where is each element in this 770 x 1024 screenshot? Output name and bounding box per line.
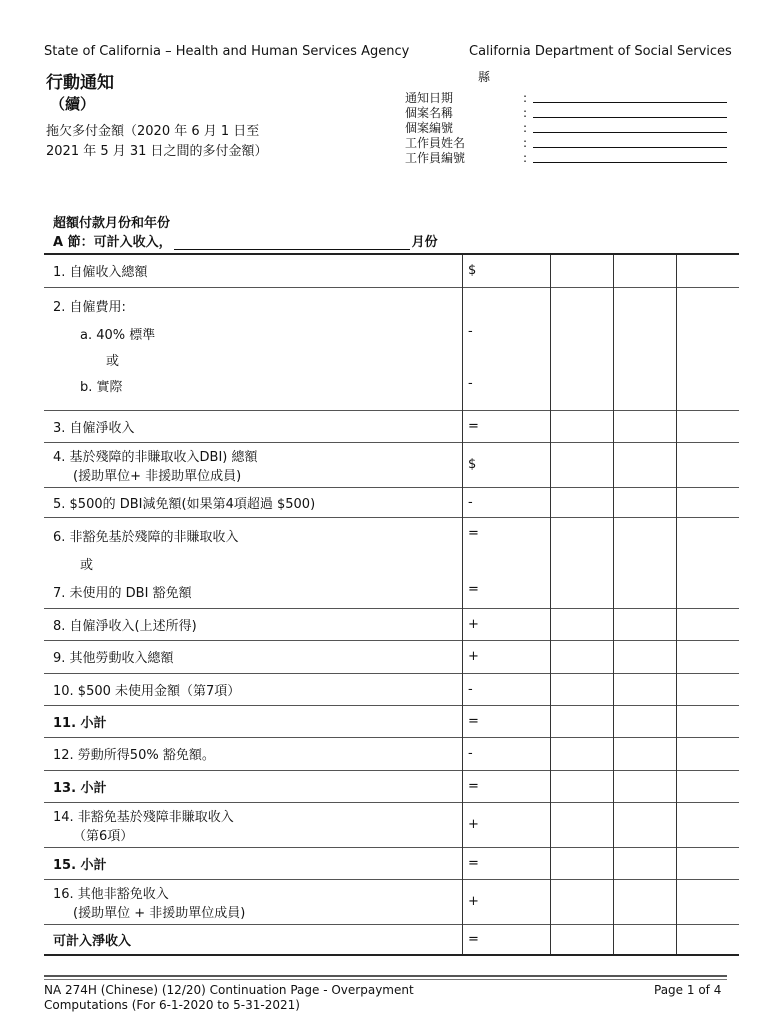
row-label xyxy=(44,879,463,924)
amount-cell[interactable] xyxy=(551,673,614,705)
field-row xyxy=(405,136,727,151)
row-operator-symbol: - xyxy=(468,375,473,391)
field-label: 工作員姓名 xyxy=(405,136,466,150)
amount-cell[interactable] xyxy=(614,802,677,847)
agency-name: State of California – Health and Human Services Agency xyxy=(44,44,410,59)
row-label-line: 可計入淨收入 xyxy=(53,933,132,949)
field-colon: : xyxy=(523,121,528,135)
row-label xyxy=(44,517,463,608)
table-row xyxy=(44,487,739,517)
row-label-line: 9. 其他勞動收入總額 xyxy=(53,651,174,666)
table-row xyxy=(44,640,739,673)
table-row xyxy=(44,847,739,879)
field-label: 個案編號 xyxy=(405,121,454,135)
amount-cell[interactable] xyxy=(614,254,677,287)
amount-cell[interactable] xyxy=(551,924,614,955)
amount-cell[interactable] xyxy=(551,254,614,287)
amount-cell[interactable] xyxy=(551,879,614,924)
table-row xyxy=(44,442,739,487)
amount-cell[interactable] xyxy=(614,517,677,608)
table-row xyxy=(44,879,739,924)
row-operator: + xyxy=(463,802,551,847)
row-label xyxy=(44,924,463,955)
overpayment-calculation-table xyxy=(44,253,739,956)
field-input-line[interactable] xyxy=(533,91,727,103)
row-label xyxy=(44,737,463,770)
field-colon: : xyxy=(523,106,528,120)
row-operator: + xyxy=(463,608,551,640)
amount-cell[interactable] xyxy=(551,517,614,608)
amount-cell[interactable] xyxy=(677,640,740,673)
table-row xyxy=(44,608,739,640)
row-label-line: (援助單位 + 非援助單位成員) xyxy=(73,905,246,921)
row-label-line: 2. 自僱費用: xyxy=(53,299,126,315)
field-label: 通知日期 xyxy=(405,91,454,105)
field-row xyxy=(405,106,727,121)
amount-cell[interactable] xyxy=(551,608,614,640)
amount-cell[interactable] xyxy=(614,705,677,737)
case-info-fields xyxy=(405,91,727,166)
amount-cell[interactable] xyxy=(614,737,677,770)
row-label-line: 1. 自僱收入總額 xyxy=(53,265,148,281)
amount-cell[interactable] xyxy=(614,442,677,487)
row-operator: $ xyxy=(463,442,551,487)
amount-cell[interactable] xyxy=(677,487,740,517)
section-heading: 超額付款月份和年份 xyxy=(53,216,171,231)
amount-cell[interactable] xyxy=(677,924,740,955)
amount-cell[interactable] xyxy=(677,847,740,879)
row-label-line: (援助單位+ 非援助單位成員) xyxy=(73,468,242,484)
row-label-line: 16. 其他非豁免收入 xyxy=(53,886,169,902)
row-operator: = xyxy=(463,924,551,955)
amount-cell[interactable] xyxy=(677,517,740,608)
row-operator: - xyxy=(463,487,551,517)
table-row xyxy=(44,287,739,410)
row-label xyxy=(44,770,463,802)
row-operator: $ xyxy=(463,254,551,287)
amount-cell[interactable] xyxy=(551,802,614,847)
row-operator xyxy=(463,287,551,410)
row-operator xyxy=(463,517,551,608)
amount-cell[interactable] xyxy=(551,847,614,879)
amount-cell[interactable] xyxy=(551,705,614,737)
amount-cell[interactable] xyxy=(614,673,677,705)
row-operator: - xyxy=(463,737,551,770)
amount-cell[interactable] xyxy=(614,640,677,673)
amount-cell[interactable] xyxy=(551,487,614,517)
row-label-line: 11. 小計 xyxy=(53,715,107,731)
row-label-line: 6. 非豁免基於殘障的非賺取收入 xyxy=(53,529,239,545)
amount-cell[interactable] xyxy=(677,737,740,770)
row-operator: + xyxy=(463,640,551,673)
row-label-line: 或 xyxy=(80,557,94,573)
row-label-line: 5. $500的 DBI減免額(如果第4項超過 $500) xyxy=(53,496,316,512)
amount-cell[interactable] xyxy=(677,608,740,640)
row-label-line: （第6項） xyxy=(73,828,134,844)
field-row xyxy=(405,121,727,136)
amount-cell[interactable] xyxy=(614,879,677,924)
amount-cell[interactable] xyxy=(551,737,614,770)
field-row xyxy=(405,91,727,106)
row-label-line: 3. 自僱淨收入 xyxy=(53,420,135,436)
row-label-line: 13. 小計 xyxy=(53,780,107,796)
row-operator: = xyxy=(463,410,551,442)
county-label: 縣 xyxy=(478,70,491,84)
row-label-line: 14. 非豁免基於殘障非賺取收入 xyxy=(53,809,234,825)
amount-cell[interactable] xyxy=(551,410,614,442)
row-label-line: 8. 自僱淨收入(上述所得) xyxy=(53,618,197,634)
field-input-line[interactable] xyxy=(533,121,727,133)
amount-cell[interactable] xyxy=(614,487,677,517)
row-operator: = xyxy=(463,705,551,737)
row-operator: = xyxy=(463,770,551,802)
row-label xyxy=(44,410,463,442)
description-line-2: 2021 年 5 月 31 日之間的多付金額） xyxy=(46,144,268,159)
amount-cell[interactable] xyxy=(677,254,740,287)
row-operator-symbol: = xyxy=(468,525,479,541)
row-label xyxy=(44,802,463,847)
page-title: 行動通知 xyxy=(46,73,114,93)
amount-cell[interactable] xyxy=(677,705,740,737)
table-row xyxy=(44,705,739,737)
amount-cell[interactable] xyxy=(614,847,677,879)
field-label: 工作員編號 xyxy=(405,151,466,165)
amount-cell[interactable] xyxy=(551,287,614,410)
row-label-line: b. 實際 xyxy=(80,379,123,395)
row-operator-symbol: - xyxy=(468,323,473,339)
table-row xyxy=(44,924,739,955)
row-label-line: 7. 未使用的 DBI 豁免額 xyxy=(53,585,192,601)
amount-cell[interactable] xyxy=(677,879,740,924)
page-number: Page 1 of 4 xyxy=(654,983,722,997)
field-input-line[interactable] xyxy=(533,136,727,148)
amount-cell[interactable] xyxy=(614,410,677,442)
table-row xyxy=(44,770,739,802)
table-row xyxy=(44,737,739,770)
amount-cell[interactable] xyxy=(614,770,677,802)
section-a-line xyxy=(53,231,438,250)
amount-cell[interactable] xyxy=(551,442,614,487)
row-label-line: a. 40% 標準 xyxy=(80,327,156,343)
form-identifier: NA 274H (Chinese) (12/20) Continuation Page - Overpayment Computations (For 6-1-2020 to 5-31-2021) xyxy=(44,983,414,1012)
description-line-1: 拖欠多付金額（2020 年 6 月 1 日至 xyxy=(46,124,260,139)
row-label-line: 10. $500 未使用金額（第7項） xyxy=(53,683,241,699)
table-row xyxy=(44,673,739,705)
table-row xyxy=(44,802,739,847)
row-label xyxy=(44,287,463,410)
amount-cell[interactable] xyxy=(677,410,740,442)
row-label xyxy=(44,640,463,673)
field-input-line[interactable] xyxy=(533,151,727,163)
amount-cell[interactable] xyxy=(614,287,677,410)
table-row xyxy=(44,254,739,287)
row-operator: = xyxy=(463,847,551,879)
row-label xyxy=(44,847,463,879)
page-subtitle: （續） xyxy=(50,95,96,113)
field-label: 個案名稱 xyxy=(405,106,454,120)
section-a-suffix: 月份 xyxy=(411,235,438,250)
amount-cell[interactable] xyxy=(677,770,740,802)
row-label xyxy=(44,254,463,287)
row-label-line: 12. 勞動所得50% 豁免額。 xyxy=(53,748,215,763)
field-colon: : xyxy=(523,136,528,150)
department-name: California Department of Social Services xyxy=(469,44,732,59)
field-colon: : xyxy=(523,91,528,105)
field-row xyxy=(405,151,727,166)
section-a-prefix: A 節：可計入收入， xyxy=(53,235,172,250)
footer-divider-thin xyxy=(44,979,727,980)
field-input-line[interactable] xyxy=(533,106,727,118)
month-blank-field[interactable] xyxy=(174,237,410,250)
row-operator: - xyxy=(463,673,551,705)
row-label xyxy=(44,705,463,737)
amount-cell[interactable] xyxy=(677,287,740,410)
amount-cell[interactable] xyxy=(614,924,677,955)
row-operator-symbol: = xyxy=(468,581,479,597)
row-label xyxy=(44,673,463,705)
amount-cell[interactable] xyxy=(677,802,740,847)
row-label-line: 15. 小計 xyxy=(53,857,107,873)
amount-cell[interactable] xyxy=(677,673,740,705)
page-description xyxy=(46,122,268,162)
amount-cell[interactable] xyxy=(551,640,614,673)
row-label xyxy=(44,608,463,640)
amount-cell[interactable] xyxy=(551,770,614,802)
row-label xyxy=(44,487,463,517)
table-row xyxy=(44,517,739,608)
row-label-line: 4. 基於殘障的非賺取收入DBI) 總額 xyxy=(53,449,258,465)
row-label-line: 或 xyxy=(106,353,120,369)
footer-divider xyxy=(44,975,727,977)
table-row xyxy=(44,410,739,442)
row-operator: + xyxy=(463,879,551,924)
amount-cell[interactable] xyxy=(614,608,677,640)
field-colon: : xyxy=(523,151,528,165)
amount-cell[interactable] xyxy=(677,442,740,487)
row-label xyxy=(44,442,463,487)
